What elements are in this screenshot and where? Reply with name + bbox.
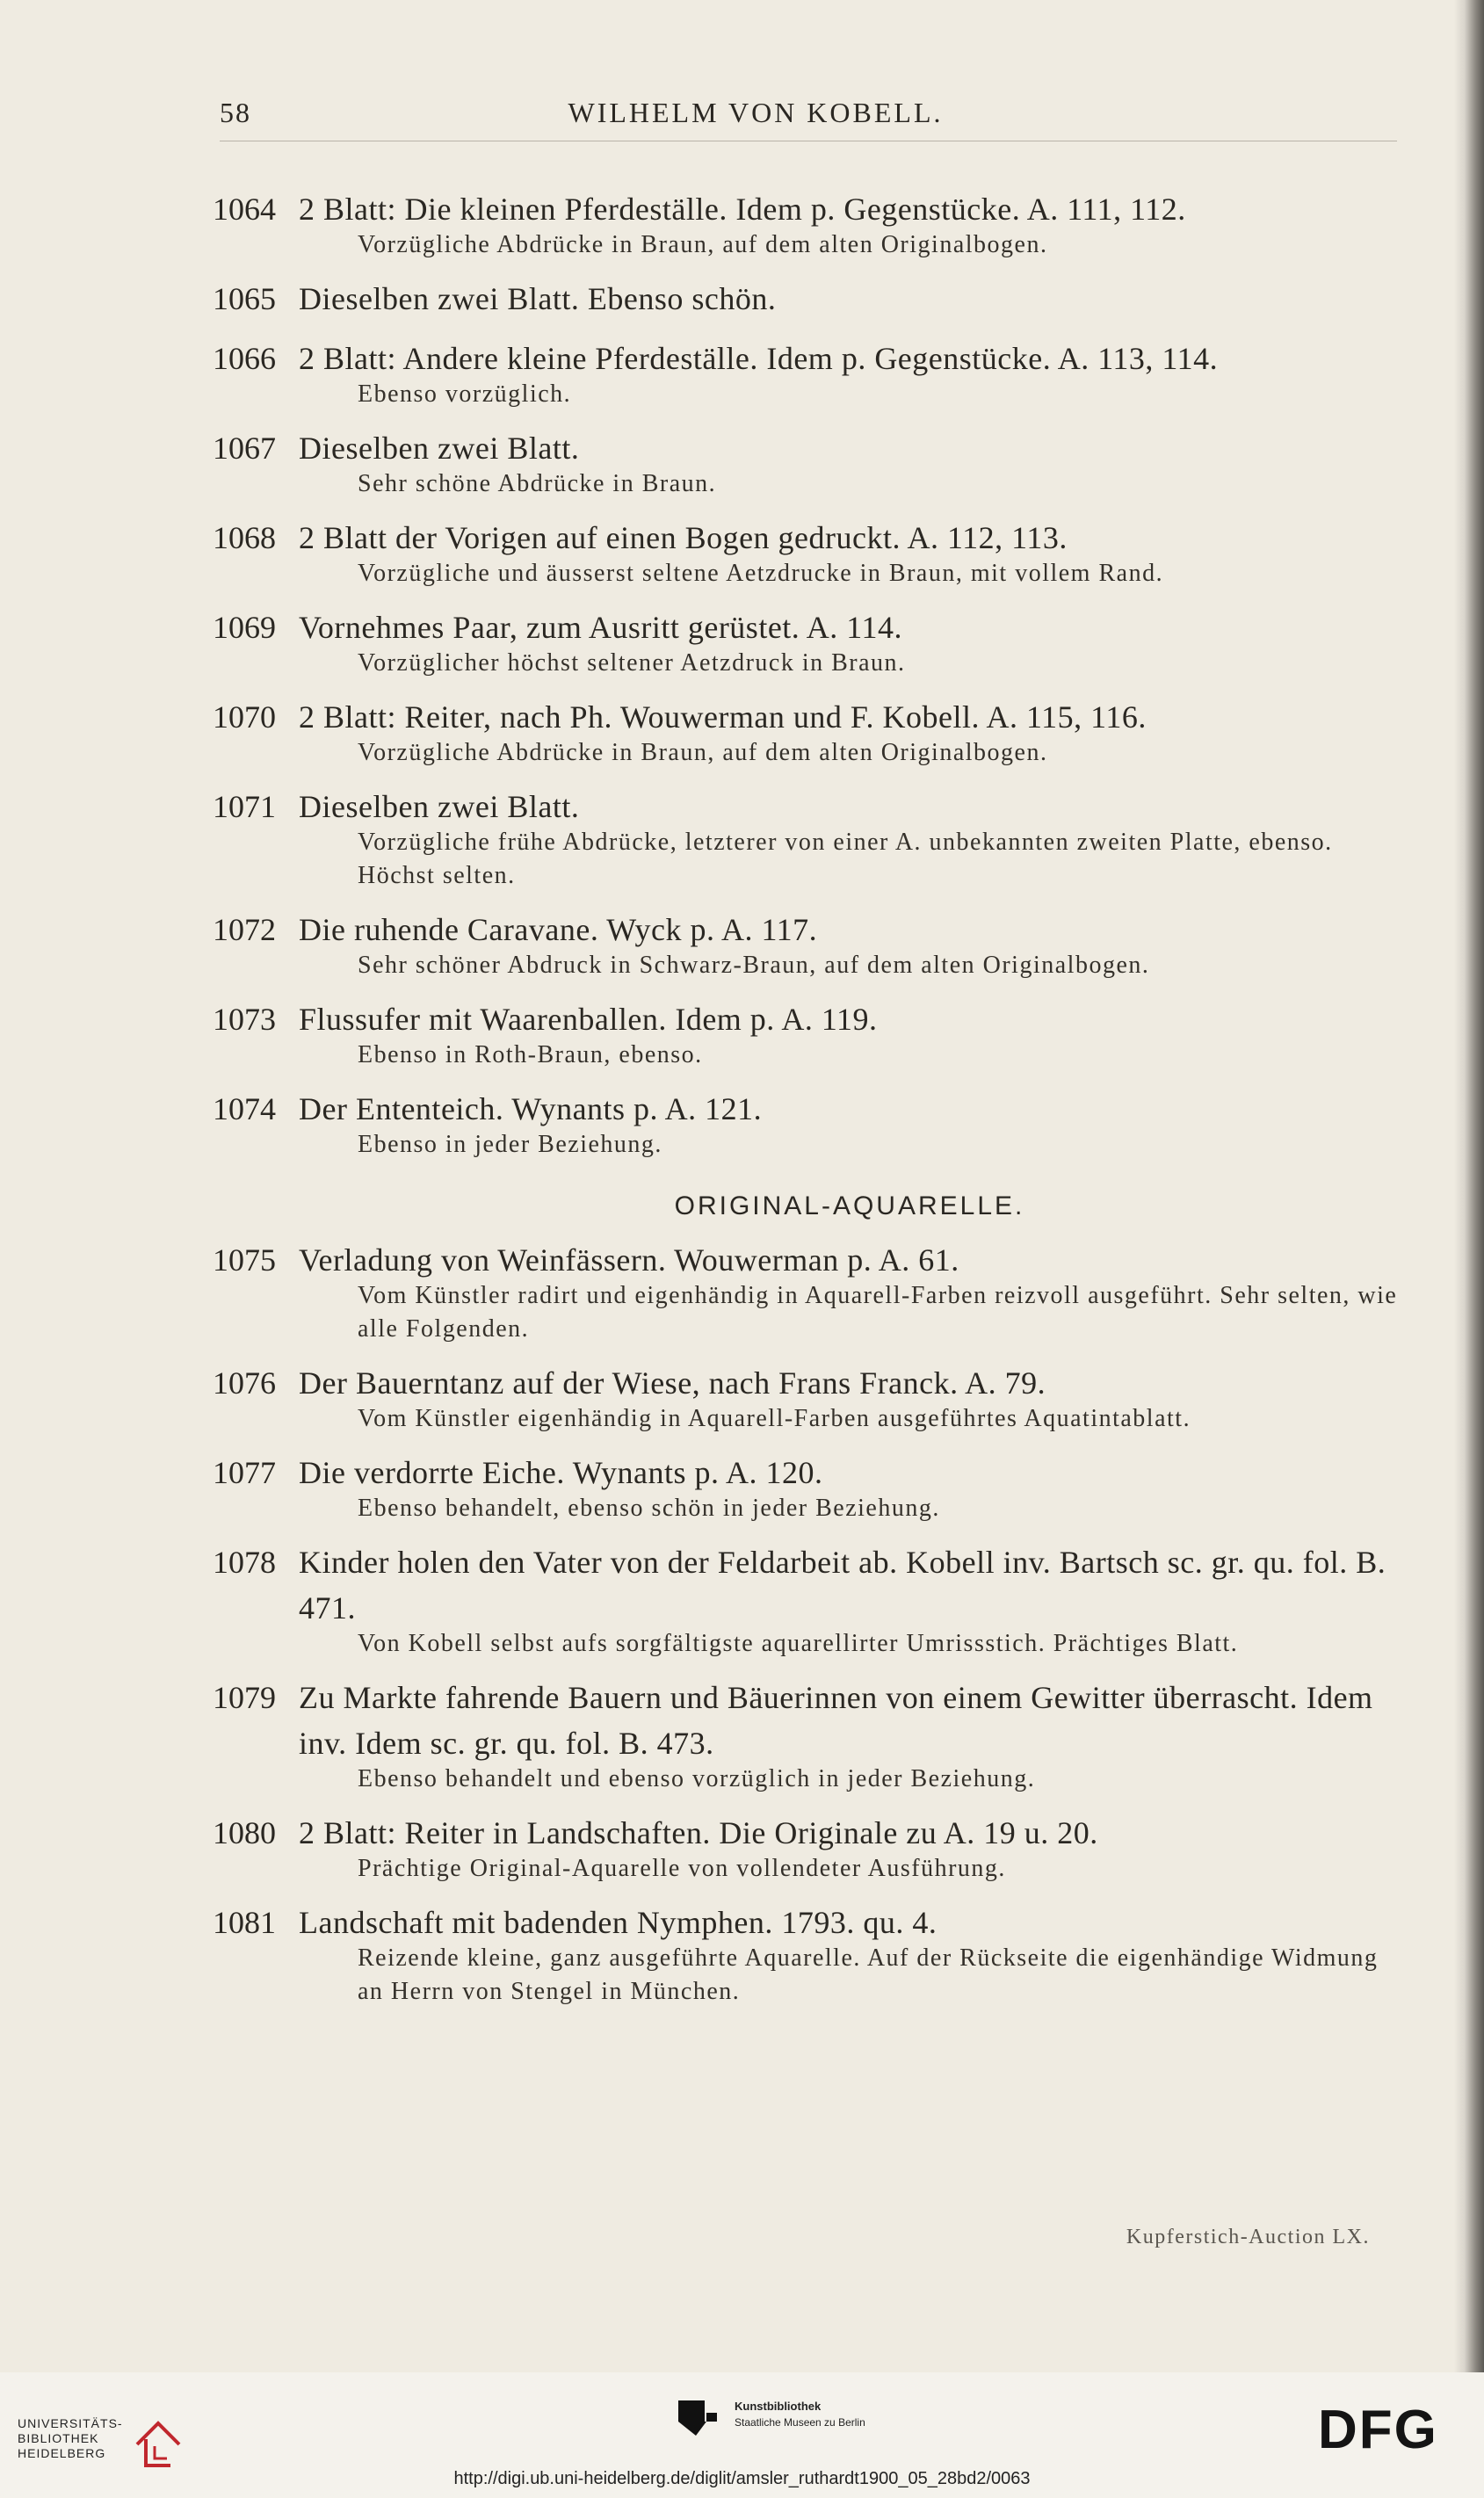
entry-title: Dieselben zwei Blatt. [299, 431, 580, 466]
entry-title: Verladung von Weinfässern. Wouwerman p. A. 61. [299, 1242, 959, 1278]
entry-description: Ebenso in Roth-Braun, ebenso. [358, 1041, 703, 1068]
entry-title: Landschaft mit badenden Nymphen. 1793. qu. 4. [299, 1905, 937, 1940]
entry-description: Ebenso vorzüglich. [358, 380, 572, 408]
entry-description: Sehr schöne Abdrücke in Braun. [358, 470, 717, 497]
entry-description: Reizende kleine, ganz ausgeführte Aquarelle. Auf der Rückseite die eigenhändige Widmung an Herrn von Stengel in München. [358, 1944, 1379, 2005]
entry-number: 1077 [213, 1455, 276, 1490]
entry-title: 2 Blatt: Reiter in Landschaften. Die Originale zu A. 19 u. 20. [299, 1815, 1098, 1850]
entry-description: Ebenso behandelt und ebenso vorzüglich in jeder Beziehung. [358, 1765, 1036, 1792]
entry-description: Ebenso in jeder Beziehung. [358, 1131, 662, 1158]
entry-title: Zu Markte fahrende Bauern und Bäuerinnen von einem Gewitter überrascht. Idem inv. Idem sc. gr. qu. fol. B. 473. [299, 1680, 1373, 1761]
dfg-logo[interactable]: DFG [1318, 2400, 1438, 2460]
source-url[interactable]: http://digi.ub.uni-heidelberg.de/diglit/amsler_ruthardt1900_05_28bd2/0063 [453, 2469, 1031, 2488]
catalogue-entry [204, 425, 1399, 501]
entry-number: 1073 [213, 1002, 276, 1037]
catalogue-entry [204, 336, 1399, 411]
catalogue-entry [204, 996, 1399, 1072]
catalogue-entry [204, 1539, 1399, 1661]
catalogue-entry [204, 907, 1399, 982]
kunstbibliothek-name: Kunstbibliothek [735, 2400, 822, 2413]
page-number: 58 [220, 97, 251, 128]
entry-title: 2 Blatt: Die kleinen Pferdeställe. Idem p. Gegenstücke. A. 111, 112. [299, 192, 1186, 227]
entry-number: 1081 [213, 1905, 276, 1940]
kunstbibliothek-subtitle: Staatliche Museen zu Berlin [735, 2416, 865, 2429]
entry-number: 1078 [213, 1545, 276, 1580]
entry-description: Vorzügliche Abdrücke in Braun, auf dem alten Originalbogen. [358, 231, 1048, 258]
catalogue-entry [204, 694, 1399, 770]
entry-description: Vorzüglicher höchst seltener Aetzdruck in Braun. [358, 649, 906, 677]
entry-title: Die verdorrte Eiche. Wynants p. A. 120. [299, 1455, 823, 1490]
catalogue-entry [204, 515, 1399, 590]
catalogue-footnote: Kupferstich-Auction LX. [1126, 2226, 1370, 2248]
page-header [220, 97, 1397, 141]
entry-description: Vom Künstler radirt und eigenhändig in Aquarell-Farben reizvoll ausgeführt. Sehr selten, wie alle Folgenden. [358, 1282, 1398, 1343]
entry-description: Von Kobell selbst aufs sorgfältigste aquarellirter Umrissstich. Prächtiges Blatt. [358, 1630, 1239, 1657]
entry-number: 1074 [213, 1091, 276, 1126]
entry-title: Flussufer mit Waarenballen. Idem p. A. 119. [299, 1002, 878, 1037]
entry-description: Ebenso behandelt, ebenso schön in jeder Beziehung. [358, 1495, 940, 1522]
entry-title: Vornehmes Paar, zum Ausritt gerüstet. A. 114. [299, 610, 902, 645]
entry-number: 1076 [213, 1365, 276, 1401]
entry-title: Der Ententeich. Wynants p. A. 121. [299, 1091, 763, 1126]
catalogue-entry [204, 605, 1399, 680]
catalogue-entry [204, 1675, 1399, 1796]
kunstbibliothek-emblem-icon [677, 2397, 720, 2439]
entry-title: Dieselben zwei Blatt. Ebenso schön. [299, 281, 777, 316]
entry-number: 1068 [213, 520, 276, 555]
catalogue-content [204, 186, 1399, 2023]
section-heading: ORIGINAL-AQUARELLE. [674, 1191, 1025, 1220]
entry-number: 1069 [213, 610, 276, 645]
catalogue-entry [204, 1360, 1399, 1436]
entry-description: Prächtige Original-Aquarelle von vollendeter Ausführung. [358, 1855, 1006, 1882]
catalogue-entry [204, 1086, 1399, 1162]
catalogue-entry [204, 784, 1399, 893]
entry-number: 1072 [213, 912, 276, 947]
catalogue-entry [204, 1810, 1399, 1886]
entry-description: Vorzügliche und äusserst seltene Aetzdrucke in Braun, mit vollem Rand. [358, 560, 1164, 587]
ub-line: UNIVERSITÄTS- [18, 2416, 123, 2430]
entry-number: 1067 [213, 431, 276, 466]
catalogue-entry [204, 276, 1399, 322]
catalogue-entry [204, 1237, 1399, 1346]
entry-number: 1066 [213, 341, 276, 376]
entry-number: 1075 [213, 1242, 276, 1278]
entry-title: Der Bauerntanz auf der Wiese, nach Frans Franck. A. 79. [299, 1365, 1046, 1401]
entry-number: 1079 [213, 1680, 276, 1715]
ub-line: HEIDELBERG [18, 2446, 106, 2460]
entry-description: Vom Künstler eigenhändig in Aquarell-Farben ausgeführtes Aquatintablatt. [358, 1405, 1191, 1432]
catalogue-entry [204, 1450, 1399, 1525]
running-title: WILHELM VON KOBELL. [568, 97, 944, 128]
entry-title: 2 Blatt der Vorigen auf einen Bogen gedruckt. A. 112, 113. [299, 520, 1068, 555]
entry-title: 2 Blatt: Andere kleine Pferdeställe. Idem p. Gegenstücke. A. 113, 114. [299, 341, 1219, 376]
entry-number: 1070 [213, 699, 276, 735]
entry-title: 2 Blatt: Reiter, nach Ph. Wouwerman und F. Kobell. A. 115, 116. [299, 699, 1147, 735]
entry-description: Vorzügliche Abdrücke in Braun, auf dem alten Originalbogen. [358, 739, 1048, 766]
entry-title: Die ruhende Caravane. Wyck p. A. 117. [299, 912, 818, 947]
ub-line: BIBLIOTHEK [18, 2431, 99, 2445]
entry-description: Sehr schöner Abdruck in Schwarz-Braun, auf dem alten Originalbogen. [358, 952, 1150, 979]
ub-emblem-icon [134, 2420, 183, 2471]
entry-number: 1080 [213, 1815, 276, 1850]
entry-title: Kinder holen den Vater von der Feldarbeit ab. Kobell inv. Bartsch sc. gr. qu. fol. B. 471. [299, 1545, 1386, 1626]
entry-title: Dieselben zwei Blatt. [299, 789, 580, 824]
catalogue-entry [204, 186, 1399, 262]
entry-number: 1065 [213, 281, 276, 316]
entry-description: Vorzügliche frühe Abdrücke, letzterer von einer A. unbekannten zweiten Platte, ebenso. Höchst selten. [358, 829, 1333, 889]
page-edge-shadow [1454, 0, 1484, 2372]
entry-number: 1071 [213, 789, 276, 824]
catalogue-entry [204, 1900, 1399, 2009]
entry-number: 1064 [213, 192, 276, 227]
